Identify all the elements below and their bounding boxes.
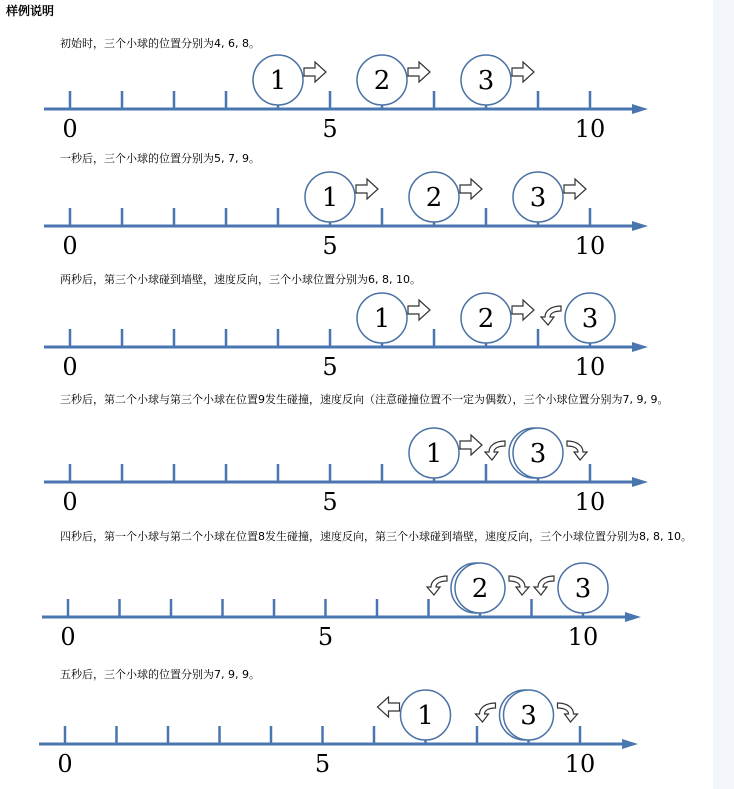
number-line-diagram-2 [0, 168, 713, 268]
velocity-arrow-icon [512, 300, 534, 320]
tick-label: 0 [57, 750, 73, 778]
ball [357, 293, 407, 343]
tick-label: 10 [574, 488, 606, 516]
velocity-arrow-icon [378, 697, 400, 717]
velocity-arrow-icon [485, 441, 505, 460]
ball [401, 690, 451, 740]
ball-label: 3 [520, 701, 537, 731]
ball-label: 2 [425, 183, 443, 213]
ball [357, 55, 407, 105]
step-caption-6: 五秒后，三个小球的位置分别为7, 9, 9。 [60, 668, 260, 681]
ball-label: 2 [471, 574, 489, 604]
ball-label: 2 [477, 304, 495, 334]
tick-label: 5 [322, 488, 338, 516]
ball [253, 55, 303, 105]
ball [305, 172, 355, 222]
tick-label: 10 [567, 623, 599, 651]
ball [461, 293, 511, 343]
ball [513, 172, 563, 222]
velocity-arrow-icon [460, 435, 482, 455]
tick-label: 10 [574, 353, 606, 381]
tick-label: 0 [60, 623, 76, 651]
ball [504, 690, 554, 740]
velocity-arrow-icon [304, 62, 326, 82]
ball [558, 563, 608, 613]
velocity-arrow-icon [567, 441, 587, 460]
ball [409, 428, 459, 478]
tick-label: 10 [574, 232, 606, 260]
step-caption-1: 初始时，三个小球的位置分别为4, 6, 8。 [60, 37, 260, 50]
tick-label: 10 [564, 750, 596, 778]
ball-label: 1 [321, 183, 339, 213]
axis-arrowhead [632, 104, 648, 114]
ball [461, 55, 511, 105]
ball [409, 172, 459, 222]
velocity-arrow-icon [408, 300, 430, 320]
step-caption-4: 三秒后，第二个小球与第三个小球在位置9发生碰撞，速度反向（注意碰撞位置不一定为偶数），三个小球位置分别为7, 9, 9。 [60, 393, 669, 406]
axis-arrowhead [632, 342, 648, 352]
ball [513, 428, 563, 478]
ball-label: 3 [574, 574, 592, 604]
velocity-arrow-icon [558, 703, 578, 722]
step-caption-5: 四秒后，第一个小球与第二个小球在位置8发生碰撞，速度反向，第三个小球碰到墙壁，速度反向，三个小球位置分别为8, 8, 10。 [60, 530, 692, 543]
tick-label: 5 [314, 750, 331, 778]
ball-label: 1 [373, 304, 391, 334]
ball-label: 1 [417, 701, 434, 731]
number-line-diagram-5 [0, 558, 713, 654]
velocity-arrow-icon [534, 576, 554, 595]
velocity-arrow-icon [408, 62, 430, 82]
ball-label: 2 [373, 66, 391, 96]
number-line-diagram-6 [0, 684, 713, 784]
number-line-diagram-3 [0, 288, 713, 388]
ball-label: 1 [425, 439, 443, 469]
velocity-arrow-icon [509, 576, 529, 595]
axis-arrowhead [625, 612, 641, 622]
step-caption-3: 两秒后，第三个小球碰到墙壁，速度反向，三个小球位置分别为6, 8, 10。 [60, 273, 421, 286]
tick-label: 0 [62, 488, 78, 516]
tick-label: 5 [317, 623, 334, 651]
tick-label: 5 [322, 115, 338, 143]
ball-label: 3 [477, 66, 495, 96]
tick-label: 5 [322, 353, 338, 381]
ball-label: 3 [581, 304, 599, 334]
step-caption-2: 一秒后，三个小球的位置分别为5, 7, 9。 [60, 152, 260, 165]
axis-arrowhead [632, 221, 648, 231]
ball-label: 3 [529, 439, 547, 469]
axis-arrowhead [632, 477, 648, 487]
velocity-arrow-icon [564, 179, 586, 199]
tick-label: 0 [62, 232, 78, 260]
velocity-arrow-icon [460, 179, 482, 199]
axis-arrowhead [622, 739, 638, 749]
tick-label: 0 [62, 353, 78, 381]
number-line-diagram-4 [0, 420, 713, 522]
right-sidebar [713, 0, 734, 789]
ball [565, 293, 615, 343]
velocity-arrow-icon [512, 62, 534, 82]
number-line-diagram-1 [0, 52, 713, 150]
velocity-arrow-icon [427, 576, 447, 595]
velocity-arrow-icon [541, 306, 561, 325]
ball-label: 3 [529, 183, 547, 213]
tick-label: 10 [574, 115, 606, 143]
tick-label: 0 [62, 115, 78, 143]
tick-label: 5 [322, 232, 338, 260]
velocity-arrow-icon [476, 703, 496, 722]
section-heading: 样例说明 [6, 4, 55, 18]
ball [455, 563, 505, 613]
ball-label: 1 [269, 66, 287, 96]
velocity-arrow-icon [356, 179, 378, 199]
